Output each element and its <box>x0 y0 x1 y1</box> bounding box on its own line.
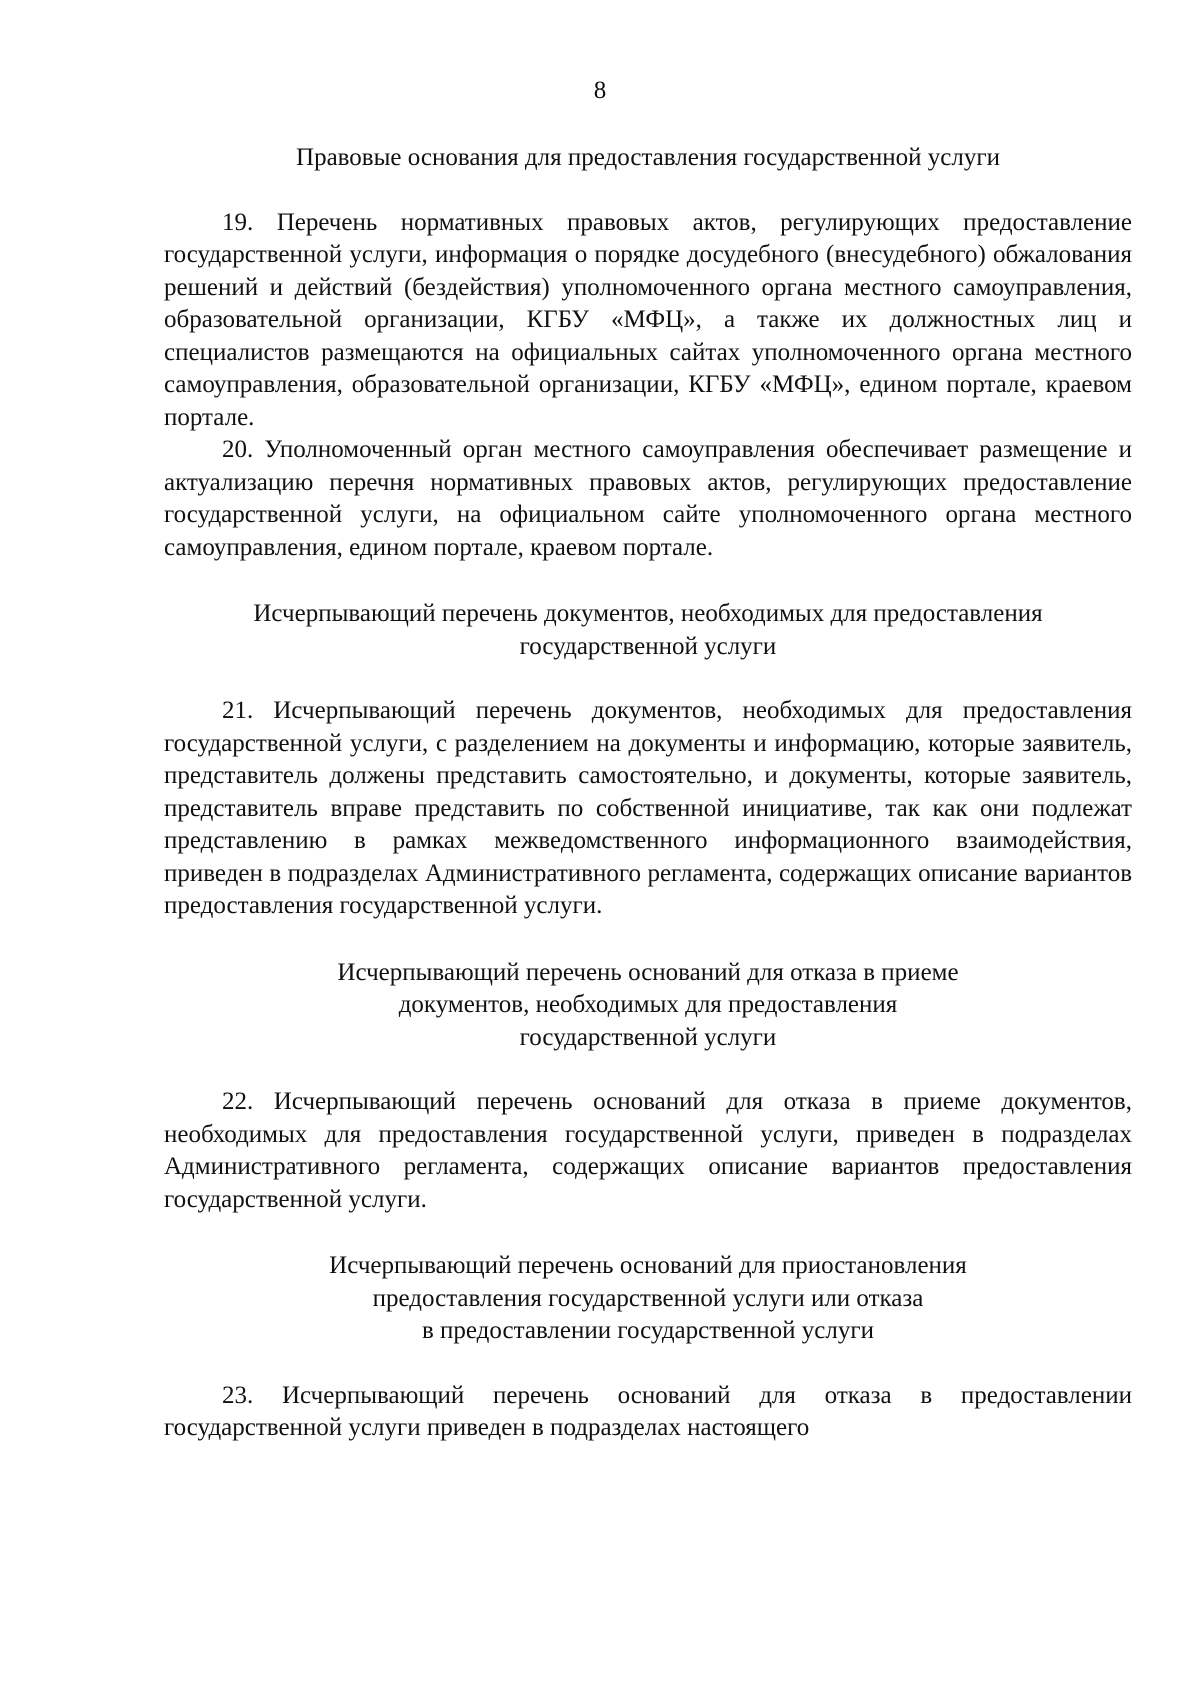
document-body <box>164 142 1132 1445</box>
heading-documents-list-line-1: Исчерпывающий перечень документов, необходимых для предоставления <box>253 600 1043 627</box>
paragraph-20: 20. Уполномоченный орган местного самоуправления обеспечивает размещение и актуализацию перечня нормативных правовых актов, регулирующих предоставление государственной услуги, на официальном сайте уполномоченного органа местного самоуправления, едином портале, краевом портале. <box>164 436 1132 561</box>
heading-refusal-acceptance-line-1: Исчерпывающий перечень оснований для отказа в приеме <box>337 958 959 986</box>
heading-documents-list-line-2: государственной услуги <box>519 632 777 660</box>
paragraph-21: 21. Исчерпывающий перечень документов, необходимых для предоставления государственной услуги, с разделением на документы и информацию, которые заявитель, представитель должены представить самостоятельно, и документы, которые заявитель, представитель вправе представить по собственной инициативе, так как они подлежат представлению в рамках межведомственного информационного взаимодействия, приведен в подразделах Административного регламента, содержащих описание вариантов предоставления государственной услуги. <box>164 697 1132 919</box>
paragraph-22: 22. Исчерпывающий перечень оснований для отказа в приеме документов, необходимых для предоставления государственной услуги, приведен в подразделах Административного регламента, содержащих описание вариантов предоставления государственной услуги. <box>164 1088 1132 1213</box>
heading-refusal-acceptance-line-3: государственной услуги <box>519 1023 777 1051</box>
heading-suspension-refusal-line-3: в предоставлении государственной услуги <box>421 1317 875 1344</box>
heading-suspension-refusal <box>164 1250 1132 1348</box>
heading-refusal-acceptance <box>164 957 1132 1055</box>
heading-legal-basis: Правовые основания для предоставления государственной услуги <box>296 144 1000 171</box>
paragraph-19: 19. Перечень нормативных правовых актов, регулирующих предоставление государственной услуги, информация о порядке досудебного (внесудебного) обжалования решений и действий (бездействия) уполномоченного органа местного самоуправления, образовательной организации, КГБУ «МФЦ», а также их должностных лиц и специалистов размещаются на официальных сайтах уполномоченного органа местного самоуправления, образовательной организации, КГБУ «МФЦ», едином портале, краевом портале. <box>164 208 1132 431</box>
page-number: 8 <box>593 77 607 104</box>
heading-suspension-refusal-line-2: предоставления государственной услуги или отказа <box>372 1284 924 1312</box>
paragraph-23: 23. Исчерпывающий перечень оснований для отказа в предоставлении государственной услуги приведен в подразделах настоящего <box>164 1381 1132 1441</box>
heading-suspension-refusal-line-1: Исчерпывающий перечень оснований для приостановления <box>329 1252 967 1279</box>
heading-documents-list <box>164 598 1132 663</box>
heading-refusal-acceptance-line-2: документов, необходимых для предоставления <box>398 991 898 1018</box>
